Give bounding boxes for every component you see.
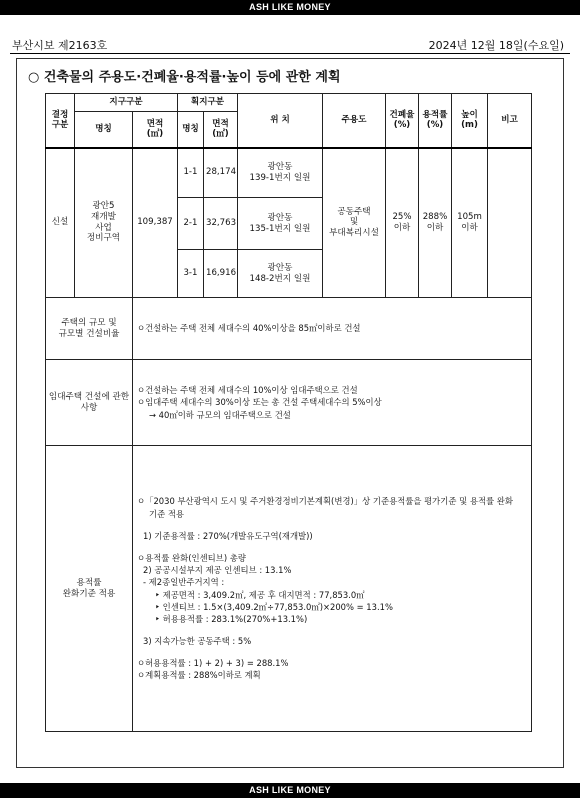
- lot-location: 광안동 139-1번지 일원: [238, 148, 323, 198]
- col-use: 주용도: [323, 94, 386, 148]
- far-incentive-title: ㅇ용적률 완화(인센티브) 총량: [137, 552, 246, 563]
- rental-line: → 40㎡이하 규모의 임대주택으로 건설: [149, 409, 291, 420]
- col-district: 지구구분: [75, 94, 178, 112]
- col-note: 비고: [488, 94, 532, 148]
- lot-area: 32,763: [204, 198, 238, 250]
- far-incentive-calc: ‣ 인센티브 : 1.5×(3,409.2㎡÷77,853.0㎡)×200% = 13.1%: [155, 601, 393, 612]
- note-value: [488, 148, 532, 298]
- far-allowed-total: ㅇ허용용적률 : 1) + 2) + 3) = 288.1%: [137, 658, 289, 669]
- far-provided-area: ‣ 제공면적 : 3,409.2㎡, 제공 후 대지면적 : 77,853.0㎡: [155, 589, 365, 600]
- col-lot-area: 면적 (㎡): [204, 112, 238, 148]
- lot-location: 광안동 135-1번지 일원: [238, 198, 323, 250]
- housing-scale-label: 주택의 규모 및 규모별 건설비율: [46, 298, 133, 360]
- publication-date: 2024년 12월 18일(수요일): [428, 39, 564, 52]
- col-location: 위 치: [238, 94, 323, 148]
- section-title: ○ 건축물의 주용도·건폐율·용적률·높이 등에 관한 계획: [28, 70, 341, 85]
- far-base: 1) 기준용적률 : 270%(개발유도구역(재개발)): [143, 530, 313, 541]
- bcr-value: 25% 이하: [386, 148, 419, 298]
- rental-line: ㅇ임대주택 세대수의 30%이상 또는 총 건설 주택세대수의 5%이상: [137, 397, 382, 408]
- housing-scale-line: ㅇ건설하는 주택 전체 세대수의 40%이상을 85㎡이하로 건설: [137, 323, 361, 334]
- district-name-value: 광안5 재개발 사업 정비구역: [75, 148, 133, 298]
- height-value: 105m 이하: [452, 148, 488, 298]
- far-planned: ㅇ계획용적률 : 288%이하로 계획: [137, 670, 261, 681]
- decision-value: 신설: [46, 148, 75, 298]
- lot-area: 16,916: [204, 250, 238, 298]
- housing-scale-text: [133, 298, 532, 360]
- bottom-banner: ASH LIKE MONEY: [0, 783, 580, 798]
- header-rule: [10, 53, 570, 54]
- far-value: 288% 이하: [419, 148, 452, 298]
- col-bcr: 건폐율 (%): [386, 94, 419, 148]
- col-lot-name: 명칭: [178, 112, 204, 148]
- district-area-value: 109,387: [133, 148, 178, 298]
- col-district-area: 면적 (㎡): [133, 112, 178, 148]
- plan-table: [45, 93, 532, 732]
- gazette-issue: 부산시보 제2163호: [12, 39, 108, 52]
- col-district-name: 명칭: [75, 112, 133, 148]
- far-allowed-calc: ‣ 허용용적률 : 283.1%(270%+13.1%): [155, 613, 308, 624]
- far-relaxation-text: [133, 446, 532, 732]
- far-sustainable: 3) 지속가능한 공동주택 : 5%: [143, 636, 252, 647]
- col-lot: 획지구분: [178, 94, 238, 112]
- lot-area: 28,174: [204, 148, 238, 198]
- rental-label: 임대주택 건설에 관한 사항: [46, 360, 133, 446]
- col-far: 용적률 (%): [419, 94, 452, 148]
- lot-name: 3-1: [178, 250, 204, 298]
- col-height: 높이 (m): [452, 94, 488, 148]
- far-intro-cont: 기준 적용: [149, 508, 185, 519]
- far-relaxation-label: 용적률 완화기준 적용: [46, 446, 133, 732]
- far-intro: ㅇ「2030 부산광역시 도시 및 주거환경정비기본계획(변경)」상 기준용적률을 평가기준 및 용적률 완화: [137, 496, 513, 507]
- lot-name: 1-1: [178, 148, 204, 198]
- rental-line: ㅇ건설하는 주택 전체 세대수의 10%이상 임대주택으로 건설: [137, 385, 358, 396]
- far-public-site: 2) 공공시설부지 제공 인센티브 : 13.1%: [143, 565, 292, 576]
- lot-location: 광안동 148-2번지 일원: [238, 250, 323, 298]
- col-decision: 결정 구분: [46, 94, 75, 148]
- use-value: 공동주택 및 부대복리시설: [323, 148, 386, 298]
- top-banner: ASH LIKE MONEY: [0, 0, 580, 15]
- lot-name: 2-1: [178, 198, 204, 250]
- rental-text: [133, 360, 532, 446]
- far-zone: - 제2종일반주거지역 :: [143, 577, 225, 588]
